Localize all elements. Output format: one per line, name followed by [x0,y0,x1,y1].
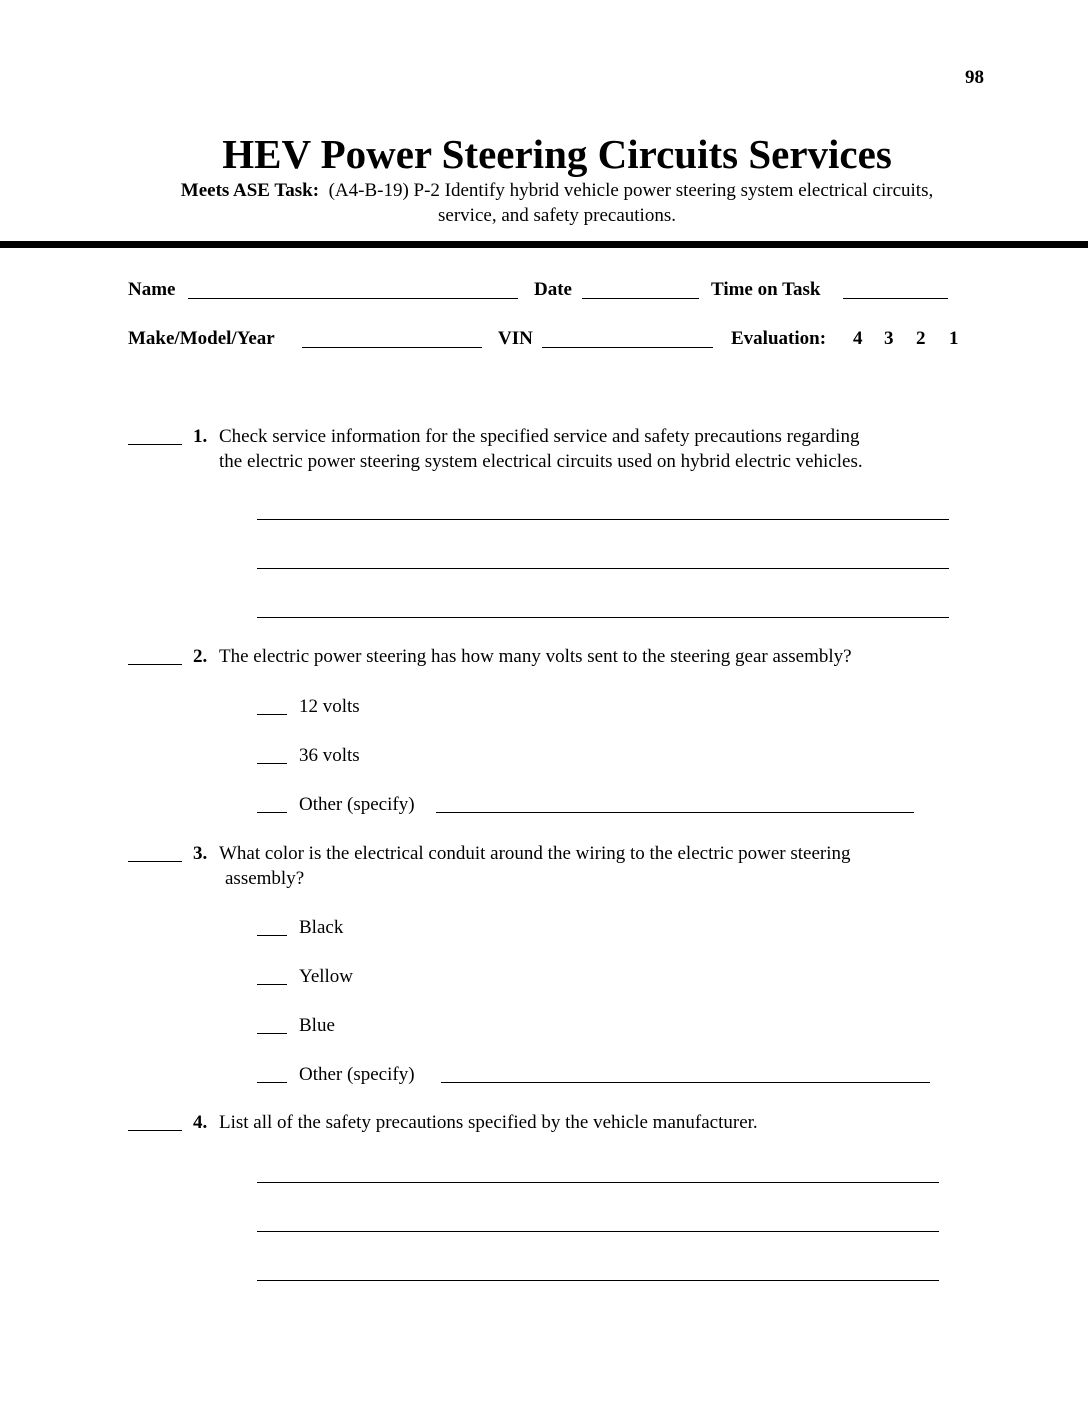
q1-answer-line[interactable] [257,617,949,618]
score-3[interactable]: 3 [884,328,894,349]
score-4[interactable]: 4 [853,328,863,349]
q1-answer-line[interactable] [257,519,949,520]
q1-grade-blank[interactable] [128,444,182,445]
q2-option-12-volts: 12 volts [299,696,360,717]
make-model-year-label: Make/Model/Year [128,328,275,349]
q1-text-2: the electric power steering system electrical circuits used on hybrid electric vehicles. [219,451,863,472]
q2-option-other: Other (specify) [299,794,415,815]
q3-other-field[interactable] [441,1082,930,1083]
q3-option-blank[interactable] [257,1033,287,1034]
q2-option-blank[interactable] [257,714,287,715]
q2-grade-blank[interactable] [128,664,182,665]
q2-option-blank[interactable] [257,763,287,764]
q2-number: 2. [193,646,208,667]
ase-label: Meets ASE Task: [180,180,320,201]
q2-option-36-volts: 36 volts [299,745,360,766]
time-on-task-label: Time on Task [711,279,821,300]
ase-text-1: (A4-B-19) P-2 Identify hybrid vehicle power steering system electrical circuits, [328,180,934,201]
vin-field[interactable] [542,347,713,348]
q3-option-black: Black [299,917,344,938]
q4-text: List all of the safety precautions specified by the vehicle manufacturer. [219,1112,758,1133]
q3-option-blue: Blue [299,1015,335,1036]
page-number: 98 [965,67,984,88]
q4-number: 4. [193,1112,208,1133]
score-1[interactable]: 1 [949,328,959,349]
q3-text-1: What color is the electrical conduit around the wiring to the electric power steering [219,843,851,864]
q3-option-blank[interactable] [257,935,287,936]
q3-option-blank[interactable] [257,1082,287,1083]
q3-grade-blank[interactable] [128,861,182,862]
evaluation-label: Evaluation: [731,328,827,349]
q3-option-blank[interactable] [257,984,287,985]
ase-task-line-1 [0,181,1088,200]
score-2[interactable]: 2 [916,328,926,349]
name-label: Name [128,279,176,300]
q3-option-yellow: Yellow [299,966,354,987]
q4-answer-line[interactable] [257,1231,939,1232]
q1-answer-line[interactable] [257,568,949,569]
ase-text-2: service, and safety precautions. [438,205,676,226]
q1-number: 1. [193,426,208,447]
header-divider [0,241,1088,248]
make-model-year-field[interactable] [302,347,482,348]
date-label: Date [534,279,572,300]
vin-label: VIN [498,328,533,349]
time-on-task-field[interactable] [843,298,948,299]
q3-number: 3. [193,843,208,864]
q2-other-field[interactable] [436,812,914,813]
date-field[interactable] [582,298,699,299]
q4-answer-line[interactable] [257,1280,939,1281]
q1-text-1: Check service information for the specified service and safety precautions regarding [219,426,860,447]
q4-grade-blank[interactable] [128,1130,182,1131]
q3-text-2: assembly? [225,868,305,889]
name-field[interactable] [188,298,518,299]
q2-option-blank[interactable] [257,812,287,813]
q3-option-other: Other (specify) [299,1064,415,1085]
page-title: HEV Power Steering Circuits Services [222,131,892,177]
q2-text: The electric power steering has how many volts sent to the steering gear assembly? [219,646,852,667]
q4-answer-line[interactable] [257,1182,939,1183]
